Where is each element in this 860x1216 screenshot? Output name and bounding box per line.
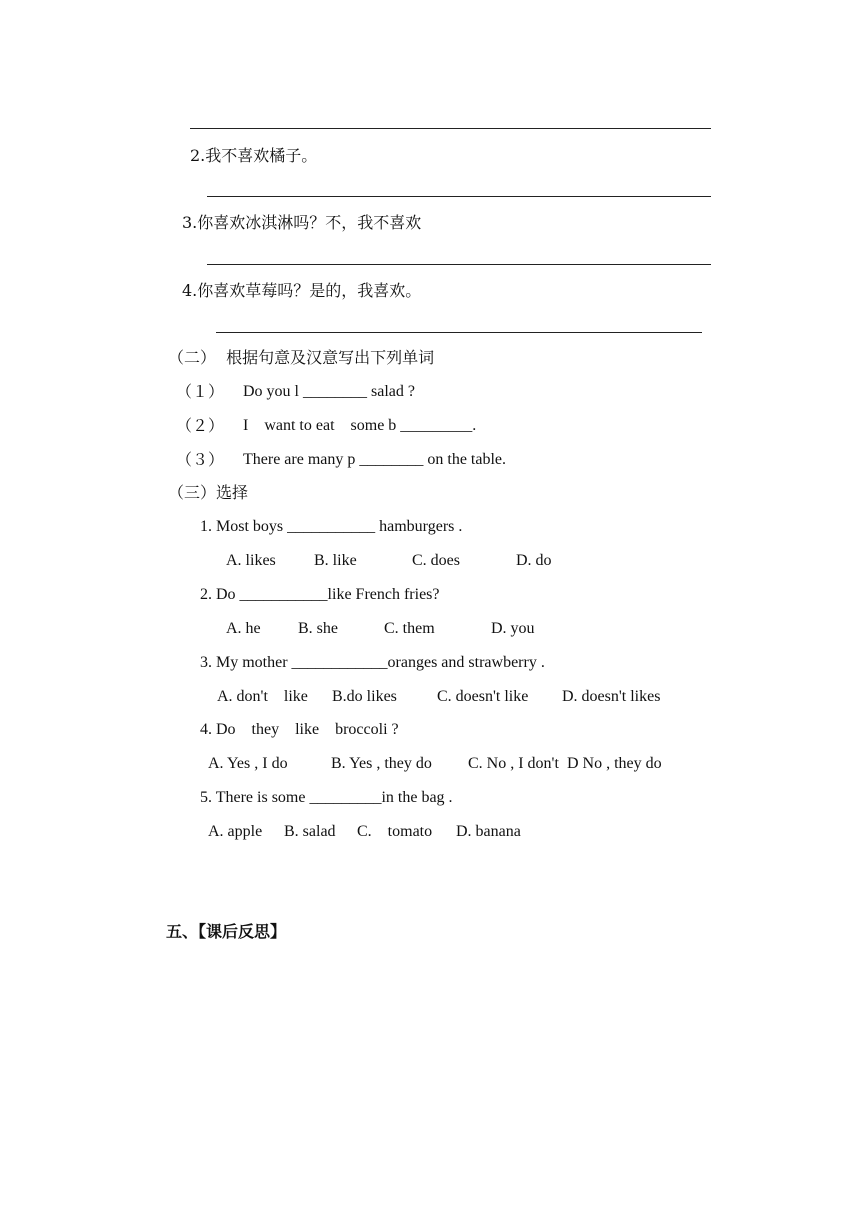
answer-line-1 xyxy=(190,128,711,129)
part3-heading: （三）选择 xyxy=(168,483,249,502)
question-3: 3. My mother ____________oranges and strawberry . xyxy=(200,654,545,671)
part2-heading: （二） 根据句意及汉意写出下列单词 xyxy=(168,348,435,367)
q2-option-d: D. you xyxy=(491,620,535,637)
q4-option-b: B. Yes , they do xyxy=(331,755,432,772)
q2-option-b: B. she xyxy=(298,620,338,637)
q5-option-c: C. tomato xyxy=(357,823,433,840)
part2-item-3-num: （３） xyxy=(176,450,225,469)
answer-line-3 xyxy=(207,264,711,265)
part2-item-1-text: Do you l ________ salad ? xyxy=(243,383,415,400)
reflection-heading: 五、【课后反思】 xyxy=(166,922,287,941)
q2-option-c: C. them xyxy=(384,620,435,637)
translation-item-3: 3.你喜欢冰淇淋吗？不，我不喜欢 xyxy=(182,213,422,232)
q5-option-b: B. salad xyxy=(284,823,336,840)
q1-option-c: C. does xyxy=(412,552,460,569)
q5-option-a: A. apple xyxy=(208,823,263,840)
q3-option-b: B.do likes xyxy=(332,688,397,705)
question-5: 5. There is some _________in the bag . xyxy=(200,789,453,806)
q4-option-c: C. No , I don't xyxy=(468,755,559,772)
q4-option-d: D No , they do xyxy=(567,755,662,772)
part2-item-2-text: I want to eat some b _________. xyxy=(243,417,477,434)
part2-item-1-num: （１） xyxy=(176,382,225,401)
q4-option-a: A. Yes , I do xyxy=(208,755,288,772)
translation-item-2: 2.我不喜欢橘子。 xyxy=(190,146,318,165)
part2-item-3-text: There are many p ________ on the table. xyxy=(243,451,507,468)
q1-option-b: B. like xyxy=(314,552,357,569)
translation-item-4: 4.你喜欢草莓吗？是的，我喜欢。 xyxy=(182,281,422,300)
q3-option-d: D. doesn't likes xyxy=(562,688,661,705)
q1-option-a: A. likes xyxy=(226,552,276,569)
question-4: 4. Do they like broccoli ? xyxy=(200,721,399,738)
q2-option-a: A. he xyxy=(226,620,261,637)
q5-option-d: D. banana xyxy=(456,823,521,840)
q3-option-c: C. doesn't like xyxy=(437,688,529,705)
q3-option-a: A. don't like xyxy=(217,688,308,705)
answer-line-2 xyxy=(207,196,711,197)
question-2: 2. Do ___________like French fries? xyxy=(200,586,440,603)
answer-line-4 xyxy=(216,332,702,333)
part2-item-2-num: （２） xyxy=(176,416,225,435)
question-1: 1. Most boys ___________ hamburgers . xyxy=(200,518,463,535)
q1-option-d: D. do xyxy=(516,552,552,569)
